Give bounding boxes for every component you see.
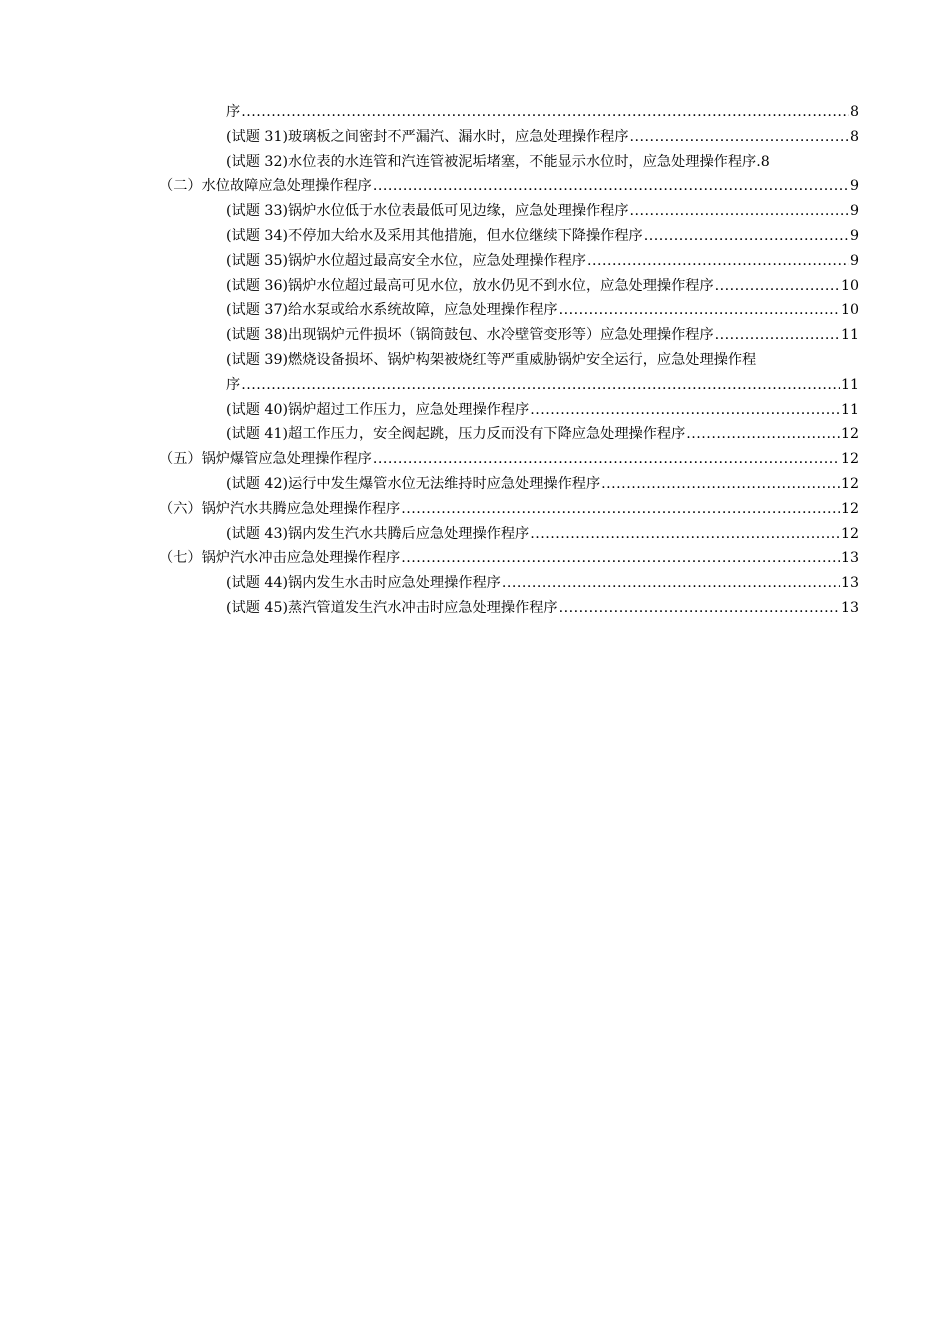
toc-entry-title: (试题 37)给水泵或给水系统故障，应急处理操作程序 [226, 302, 558, 319]
toc-entry-title: (试题 35)锅炉水位超过最高安全水位，应急处理操作程序 [226, 252, 586, 269]
toc-section-entry[interactable] [159, 497, 859, 522]
toc-dot-leader [715, 274, 840, 299]
toc-page-number: 12 [840, 525, 859, 542]
toc-dot-leader [559, 596, 840, 621]
toc-entry-title: (试题 33)锅炉水位低于水位表最低可见边缘，应急处理操作程序 [226, 203, 629, 220]
toc-entry-title: (试题 43)锅内发生汽水共腾后应急处理操作程序 [226, 525, 530, 542]
toc-page-number: 11 [840, 327, 859, 344]
toc-dot-leader [630, 125, 849, 150]
toc-dot-leader [401, 546, 840, 571]
toc-section-title: （二）水位故障应急处理操作程序 [159, 178, 372, 195]
toc-page-number: 9 [849, 178, 859, 195]
toc-page-number: 11 [840, 401, 859, 418]
toc-dot-leader [559, 298, 840, 323]
toc-section-entry[interactable] [159, 174, 859, 199]
toc-entry[interactable] [226, 596, 859, 621]
toc-entry[interactable] [226, 199, 859, 224]
toc-entry-title: (试题 36)锅炉水位超过最高可见水位，放水仍见不到水位，应急处理操作程序 [226, 277, 714, 294]
toc-entry[interactable] [226, 571, 859, 596]
toc-entry[interactable] [226, 348, 859, 373]
toc-page-number: 12 [840, 500, 859, 517]
toc-page-number: 11 [840, 376, 859, 393]
toc-dot-leader [644, 224, 849, 249]
toc-dot-leader [587, 249, 849, 274]
toc-dot-leader [601, 472, 840, 497]
toc-entry-title: 序 [226, 104, 241, 120]
toc-dot-leader [686, 422, 840, 447]
toc-dot-leader [241, 373, 840, 398]
toc-page-number: 10 [840, 302, 859, 319]
toc-section-title: （五）锅炉爆管应急处理操作程序 [159, 451, 372, 468]
table-of-contents [0, 100, 950, 621]
toc-entry-title: (试题 34)不停加大给水及采用其他措施，但水位继续下降操作程序 [226, 227, 643, 244]
toc-entry[interactable] [226, 274, 859, 299]
toc-dot-leader [241, 100, 849, 125]
toc-dot-leader [373, 174, 849, 199]
toc-page-number: 9 [849, 203, 859, 220]
toc-dot-leader [530, 522, 840, 547]
toc-page-number: 8 [760, 153, 770, 170]
toc-dot-leader [401, 497, 840, 522]
toc-dot-leader [373, 447, 840, 472]
toc-entry-title: (试题 44)锅内发生水击时应急处理操作程序 [226, 575, 501, 592]
toc-page-number: 9 [849, 227, 859, 244]
toc-dot-leader [502, 571, 840, 596]
toc-entry[interactable] [226, 249, 859, 274]
toc-entry-title: (试题 42)运行中发生爆管水位无法维持时应急处理操作程序 [226, 475, 601, 492]
toc-entry-title: (试题 39)燃烧设备损坏、锅炉构架被烧红等严重威胁锅炉安全运行，应急处理操作程 [226, 351, 757, 368]
toc-entry-title: (试题 31)玻璃板之间密封不严漏汽、漏水时，应急处理操作程序 [226, 128, 629, 145]
toc-section-title: （七）锅炉汽水冲击应急处理操作程序 [159, 550, 401, 567]
toc-section-entry[interactable] [159, 546, 859, 571]
toc-entry[interactable] [226, 224, 859, 249]
toc-entry[interactable] [226, 150, 859, 175]
toc-entry[interactable] [226, 298, 859, 323]
toc-page-number: 8 [849, 104, 859, 120]
toc-entry-title: (试题 40)锅炉超过工作压力，应急处理操作程序 [226, 401, 530, 418]
toc-page-number: 10 [840, 277, 859, 294]
toc-entry-continuation[interactable] [226, 373, 859, 398]
toc-entry-title: (试题 32)水位表的水连管和汽连管被泥垢堵塞，不能显示水位时，应急处理操作程序. [226, 153, 761, 170]
toc-entry[interactable] [226, 100, 859, 125]
toc-dot-leader [530, 398, 840, 423]
toc-entry[interactable] [226, 472, 859, 497]
toc-entry[interactable] [226, 323, 859, 348]
toc-page-number: 9 [849, 252, 859, 269]
toc-entry[interactable] [226, 125, 859, 150]
toc-entry[interactable] [226, 522, 859, 547]
toc-page-number: 12 [840, 426, 859, 443]
toc-entry-title: (试题 45)蒸汽管道发生汽水冲击时应急处理操作程序 [226, 599, 558, 616]
toc-entry[interactable] [226, 422, 859, 447]
toc-page-number: 12 [840, 451, 859, 468]
toc-page-number: 13 [840, 599, 859, 616]
toc-entry[interactable] [226, 398, 859, 423]
toc-entry-title: 序 [226, 376, 241, 393]
toc-page-number: 13 [840, 550, 859, 567]
toc-entry-title: (试题 38)出现锅炉元件损坏（锅筒鼓包、水冷壁管变形等）应急处理操作程序 [226, 327, 714, 344]
toc-page-number: 13 [840, 575, 859, 592]
toc-entry-title: (试题 41)超工作压力，安全阀起跳，压力反而没有下降应急处理操作程序 [226, 426, 686, 443]
toc-dot-leader [715, 323, 840, 348]
toc-page-number: 8 [849, 128, 859, 145]
toc-section-title: （六）锅炉汽水共腾应急处理操作程序 [159, 500, 401, 517]
toc-section-entry[interactable] [159, 447, 859, 472]
toc-dot-leader [630, 199, 849, 224]
toc-page-number: 12 [840, 475, 859, 492]
